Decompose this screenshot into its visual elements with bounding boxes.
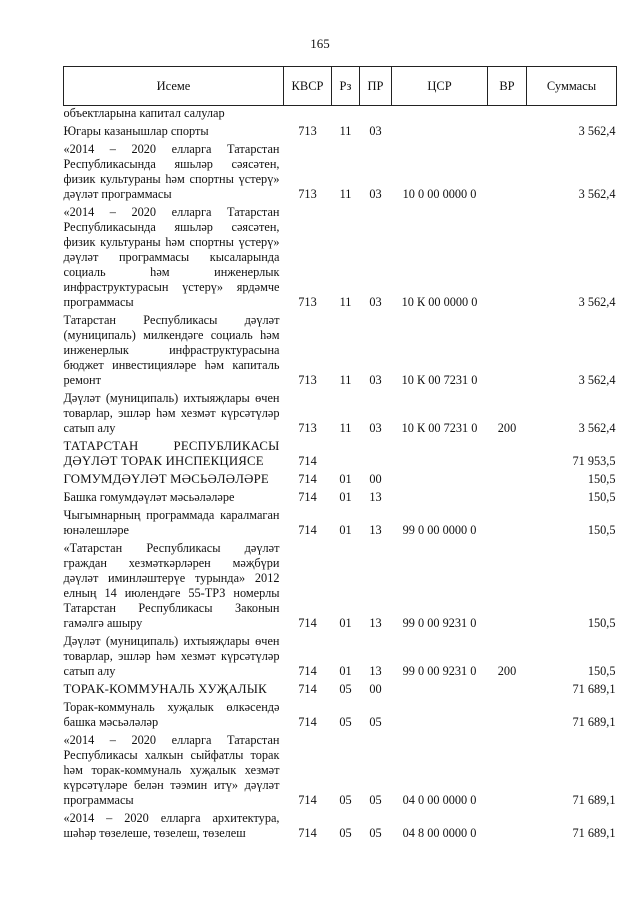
cell-sum bbox=[527, 106, 617, 122]
cell-vr bbox=[488, 310, 527, 388]
cell-kvsr: 713 bbox=[298, 187, 317, 201]
cell-kvsr: 713 bbox=[298, 421, 317, 435]
header-kvsr: КВСР bbox=[284, 67, 332, 106]
cell-name: ТАТАРСТАН РЕСПУБЛИКАСЫ ДӘҮЛӘТ ТОРАК ИНСПЕКЦИЯСЕ bbox=[63, 439, 280, 468]
cell-rz: 01 bbox=[339, 472, 352, 486]
header-sum: Суммасы bbox=[527, 67, 617, 106]
cell-name: «Татарстан Республикасы дәүләт граждан хезмәткәрләрен мәҗбүри дәүләт иминләштерүе турында» 2012 елның 14 июлендәге 55-ТРЗ номерлы Татарстан Республикасы Законын гамәлгә ашыру bbox=[63, 541, 280, 630]
cell-csr bbox=[392, 679, 488, 697]
cell-pr bbox=[360, 106, 392, 122]
cell-name: ГОМУМДӘҮЛӘТ МӘСЬӘЛӘЛӘРЕ bbox=[63, 472, 269, 486]
cell-csr bbox=[392, 487, 488, 505]
cell-name: Торак-коммуналь хуҗалык өлкәсендә башка мәсьәләләр bbox=[63, 700, 280, 729]
cell-rz: 11 bbox=[339, 124, 352, 138]
cell-rz: 05 bbox=[339, 793, 352, 807]
table-row bbox=[64, 679, 617, 697]
cell-kvsr: 713 bbox=[298, 295, 317, 309]
cell-name: Дәүләт (муниципаль) ихтыяҗлары өчен товарлар, эшләр һәм хезмәт күрсәтүләр сатып алу bbox=[63, 391, 280, 435]
table-row bbox=[64, 310, 617, 388]
cell-sum: 3 562,4 bbox=[578, 187, 616, 201]
cell-kvsr: 714 bbox=[298, 523, 317, 537]
cell-pr: 05 bbox=[369, 715, 382, 729]
cell-pr: 05 bbox=[369, 826, 382, 840]
cell-sum: 71 689,1 bbox=[572, 826, 616, 840]
cell-sum: 150,5 bbox=[587, 523, 616, 537]
cell-rz bbox=[332, 106, 360, 122]
cell-pr: 13 bbox=[369, 664, 382, 678]
cell-pr: 03 bbox=[369, 421, 382, 435]
cell-vr bbox=[488, 469, 527, 487]
table-row bbox=[64, 505, 617, 538]
cell-kvsr: 714 bbox=[298, 715, 317, 729]
cell-csr: 10 К 00 7231 0 bbox=[401, 421, 478, 435]
cell-csr bbox=[392, 121, 488, 139]
cell-vr bbox=[488, 121, 527, 139]
table-row bbox=[64, 487, 617, 505]
cell-sum: 3 562,4 bbox=[578, 421, 616, 435]
cell-name: «2014 – 2020 елларга Татарстан Республикасында яшьләр сәясәтен, физик культураны һәм спортны үстерү» дәүләт программасы bbox=[63, 142, 280, 201]
cell-kvsr: 714 bbox=[298, 490, 317, 504]
cell-kvsr: 714 bbox=[298, 616, 317, 630]
header-vr: ВР bbox=[488, 67, 527, 106]
cell-kvsr: 714 bbox=[298, 664, 317, 678]
cell-name: объектларына капитал салулар bbox=[63, 106, 225, 120]
cell-pr bbox=[360, 436, 392, 469]
table-row bbox=[64, 697, 617, 730]
budget-table bbox=[63, 66, 617, 841]
cell-name: Дәүләт (муниципаль) ихтыяҗлары өчен товарлар, эшләр һәм хезмәт күрсәтүләр сатып алу bbox=[63, 634, 280, 678]
cell-name: Башка гомумдәүләт мәсьәләләре bbox=[63, 490, 235, 504]
cell-kvsr: 714 bbox=[298, 472, 317, 486]
table-row bbox=[64, 631, 617, 679]
cell-vr bbox=[488, 106, 527, 122]
cell-kvsr: 713 bbox=[298, 373, 317, 387]
cell-csr: 10 0 00 0000 0 bbox=[402, 187, 477, 201]
table-row bbox=[64, 730, 617, 808]
cell-name: Югары казанышлар спорты bbox=[63, 124, 209, 138]
cell-rz bbox=[332, 436, 360, 469]
cell-sum: 150,5 bbox=[587, 616, 616, 630]
cell-rz: 01 bbox=[339, 523, 352, 537]
cell-sum: 71 689,1 bbox=[572, 715, 616, 729]
cell-kvsr: 714 bbox=[298, 793, 317, 807]
table-row bbox=[64, 106, 617, 122]
cell-rz: 05 bbox=[339, 682, 352, 696]
table-row bbox=[64, 139, 617, 202]
cell-name: «2014 – 2020 елларга Татарстан Республикасында яшьләр сәясәтен, физик культураны һәм спортны үстерү» дәүләт программасы кысаларында социаль һәм инженерлык инфраструктурасын үстерү» ярдәмче программасы bbox=[63, 205, 280, 309]
header-rz: Рз bbox=[332, 67, 360, 106]
cell-vr bbox=[488, 679, 527, 697]
cell-pr: 03 bbox=[369, 373, 382, 387]
cell-name: «2014 – 2020 елларга архитектура, шәһәр төзелеше, төзелеш, төзелеш bbox=[63, 811, 280, 840]
cell-sum: 150,5 bbox=[587, 664, 616, 678]
cell-csr bbox=[392, 106, 488, 122]
cell-sum: 71 953,5 bbox=[572, 454, 616, 468]
cell-vr bbox=[488, 538, 527, 631]
cell-vr bbox=[488, 139, 527, 202]
cell-vr bbox=[488, 202, 527, 310]
table-header-row bbox=[64, 67, 617, 106]
cell-name: ТОРАК-КОММУНАЛЬ ХУҖАЛЫК bbox=[63, 682, 267, 696]
cell-pr: 03 bbox=[369, 124, 382, 138]
cell-rz: 11 bbox=[339, 373, 352, 387]
cell-pr: 00 bbox=[369, 682, 382, 696]
cell-csr: 10 К 00 7231 0 bbox=[401, 373, 478, 387]
cell-vr bbox=[488, 808, 527, 841]
cell-vr: 200 bbox=[497, 421, 517, 435]
cell-csr bbox=[392, 697, 488, 730]
cell-csr: 04 0 00 0000 0 bbox=[402, 793, 477, 807]
cell-rz: 01 bbox=[339, 616, 352, 630]
cell-kvsr bbox=[284, 106, 332, 122]
cell-vr bbox=[488, 697, 527, 730]
cell-rz: 05 bbox=[339, 826, 352, 840]
cell-sum: 3 562,4 bbox=[578, 295, 616, 309]
cell-pr: 13 bbox=[369, 490, 382, 504]
cell-sum: 3 562,4 bbox=[578, 124, 616, 138]
cell-vr bbox=[488, 505, 527, 538]
cell-vr: 200 bbox=[497, 664, 517, 678]
table-row bbox=[64, 469, 617, 487]
cell-csr: 04 8 00 0000 0 bbox=[402, 826, 477, 840]
cell-rz: 05 bbox=[339, 715, 352, 729]
cell-rz: 11 bbox=[339, 187, 352, 201]
cell-rz: 11 bbox=[339, 295, 352, 309]
cell-csr bbox=[392, 469, 488, 487]
cell-csr: 99 0 00 9231 0 bbox=[402, 616, 477, 630]
cell-pr: 13 bbox=[369, 616, 382, 630]
cell-rz: 11 bbox=[339, 421, 352, 435]
cell-pr: 03 bbox=[369, 187, 382, 201]
header-csr: ЦСР bbox=[392, 67, 488, 106]
cell-sum: 3 562,4 bbox=[578, 373, 616, 387]
cell-csr: 99 0 00 9231 0 bbox=[402, 664, 477, 678]
cell-sum: 150,5 bbox=[587, 490, 616, 504]
cell-csr: 99 0 00 0000 0 bbox=[402, 523, 477, 537]
header-pr: ПР bbox=[360, 67, 392, 106]
cell-vr bbox=[488, 436, 527, 469]
table-row bbox=[64, 538, 617, 631]
cell-vr bbox=[488, 730, 527, 808]
cell-kvsr: 714 bbox=[298, 682, 317, 696]
cell-rz: 01 bbox=[339, 490, 352, 504]
cell-kvsr: 714 bbox=[298, 826, 317, 840]
table-row bbox=[64, 121, 617, 139]
page-number: 165 bbox=[310, 36, 330, 51]
cell-pr: 13 bbox=[369, 523, 382, 537]
table-row bbox=[64, 808, 617, 841]
table-row bbox=[64, 436, 617, 469]
cell-csr bbox=[392, 436, 488, 469]
cell-vr bbox=[488, 487, 527, 505]
cell-pr: 00 bbox=[369, 472, 382, 486]
cell-sum: 71 689,1 bbox=[572, 682, 616, 696]
cell-sum: 71 689,1 bbox=[572, 793, 616, 807]
cell-pr: 05 bbox=[369, 793, 382, 807]
cell-name: «2014 – 2020 елларга Татарстан Республикасы халкын сыйфатлы торак һәм торак-коммуналь хуҗалык хезмәт күрсәтүләре белән тәэмин итү» дәүләт программасы bbox=[63, 733, 280, 807]
cell-name: Чыгымнарның программада каралмаган юнәлешләре bbox=[63, 508, 280, 537]
cell-kvsr: 713 bbox=[298, 124, 317, 138]
cell-name: Татарстан Республикасы дәүләт (муниципаль) милкендәге социаль һәм инженерлык инфраструктурасына бюджет инвестицияләре һәм капиталь ремонт bbox=[63, 313, 280, 387]
table-row bbox=[64, 202, 617, 310]
cell-csr: 10 К 00 0000 0 bbox=[401, 295, 478, 309]
table-row bbox=[64, 388, 617, 436]
cell-pr: 03 bbox=[369, 295, 382, 309]
cell-rz: 01 bbox=[339, 664, 352, 678]
cell-kvsr: 714 bbox=[298, 454, 317, 468]
header-name: Исеме bbox=[64, 67, 284, 106]
cell-sum: 150,5 bbox=[587, 472, 616, 486]
